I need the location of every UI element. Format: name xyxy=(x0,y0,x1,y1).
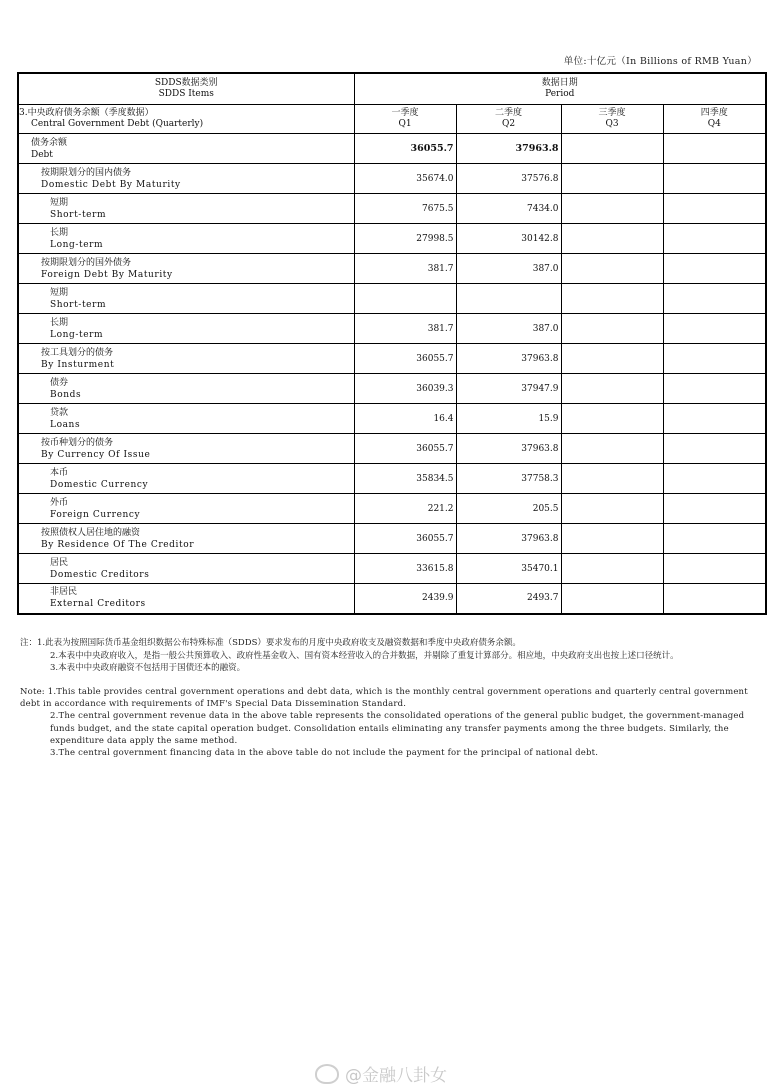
row-label-en: External Creditors xyxy=(50,599,146,610)
table-row xyxy=(18,344,766,374)
table-row xyxy=(18,254,766,284)
cell-q1 xyxy=(354,284,456,314)
row-label-cn: 按照债权人居住地的融资 xyxy=(41,527,141,538)
cell-q1: 36055.7 xyxy=(354,134,456,164)
cell-q1: 36055.7 xyxy=(354,524,456,554)
cell-q1: 7675.5 xyxy=(354,194,456,224)
cell-q1: 2439.9 xyxy=(354,584,456,614)
cell-q3 xyxy=(561,314,663,344)
row-label-en: Short-term xyxy=(50,209,107,220)
row-label-en: By Currency Of Issue xyxy=(41,449,151,460)
row-label xyxy=(18,194,354,224)
row-label-en: Domestic Debt By Maturity xyxy=(41,179,181,190)
cell-q4 xyxy=(663,254,766,284)
cell-q4 xyxy=(663,134,766,164)
row-label xyxy=(18,494,354,524)
quarter-header-q1 xyxy=(354,105,456,134)
quarter-header-q4 xyxy=(663,105,766,134)
cell-q4 xyxy=(663,434,766,464)
cell-q3 xyxy=(561,254,663,284)
cell-q2: 37963.8 xyxy=(456,134,561,164)
row-label-cn: 非居民 xyxy=(50,587,78,598)
cell-q2: 7434.0 xyxy=(456,194,561,224)
cell-q4 xyxy=(663,194,766,224)
row-label xyxy=(18,464,354,494)
debt-table xyxy=(17,72,767,615)
cell-q2: 37963.8 xyxy=(456,344,561,374)
row-label-en: By Residence Of The Creditor xyxy=(41,539,195,550)
cell-q2: 37576.8 xyxy=(456,164,561,194)
row-label xyxy=(18,284,354,314)
note-cn-3: 3.本表中中央政府融资不包括用于国债还本的融资。 xyxy=(50,663,246,673)
cell-q2: 387.0 xyxy=(456,254,561,284)
cell-q3 xyxy=(561,404,663,434)
row-label xyxy=(18,524,354,554)
header-items-en: SDDS Items xyxy=(158,89,214,99)
quarter-q2-cn: 二季度 xyxy=(494,108,522,118)
cell-q3 xyxy=(561,134,663,164)
quarter-q3-en: Q3 xyxy=(605,119,619,129)
row-label-cn: 长期 xyxy=(50,227,69,238)
cell-q1: 35674.0 xyxy=(354,164,456,194)
watermark-text: @金融八卦女 xyxy=(345,1066,447,1086)
row-label-en: Debt xyxy=(31,149,53,160)
cell-q1: 16.4 xyxy=(354,404,456,434)
cell-q2: 387.0 xyxy=(456,314,561,344)
cell-q3 xyxy=(561,374,663,404)
cell-q4 xyxy=(663,584,766,614)
cell-q4 xyxy=(663,344,766,374)
cell-q3 xyxy=(561,344,663,374)
note-cn-2: 2.本表中中央政府收入，是指一般公共预算收入、政府性基金收入、国有资本经营收入的合并数据，并剔除了重复计算部分。相应地，中央政府支出也按上述口径统计。 xyxy=(50,650,679,661)
cell-q3 xyxy=(561,224,663,254)
row-label xyxy=(18,554,354,584)
row-label-en: By Insturment xyxy=(41,359,115,370)
cell-q3 xyxy=(561,284,663,314)
cell-q4 xyxy=(663,224,766,254)
section-title-cell xyxy=(18,105,354,134)
table-row xyxy=(18,494,766,524)
row-label-cn: 短期 xyxy=(50,197,69,208)
row-label xyxy=(18,314,354,344)
cell-q3 xyxy=(561,464,663,494)
table-row xyxy=(18,284,766,314)
quarter-q2-en: Q2 xyxy=(501,119,516,129)
header-period-en: Period xyxy=(545,89,575,99)
row-label-en: Foreign Currency xyxy=(50,509,141,520)
cell-q1: 36055.7 xyxy=(354,344,456,374)
note-en-3: 3.The central government financing data in the above table do not include the payment for the principal of national debt. xyxy=(50,748,599,759)
row-label-cn: 债券 xyxy=(50,377,69,388)
note-cn-1: 注：1.此表为按照国际货币基金组织数据公布特殊标准（SDDS）要求发布的月度中央政府收支及融资数据和季度中央政府债务余额。 xyxy=(20,638,521,648)
cell-q2: 37963.8 xyxy=(456,524,561,554)
table-row xyxy=(18,464,766,494)
quarter-header-q3 xyxy=(561,105,663,134)
cell-q3 xyxy=(561,584,663,614)
cell-q4 xyxy=(663,314,766,344)
table-row xyxy=(18,404,766,434)
cell-q1: 221.2 xyxy=(354,494,456,524)
quarter-q4-en: Q4 xyxy=(707,119,721,129)
note-en-1: Note: 1.This table provides central government operations and debt data, which is the monthly central government operations and quarterly central government debt in accordance with requirements of IMF's Special Data Dissemination Standard. xyxy=(20,687,748,710)
cell-q1: 381.7 xyxy=(354,254,456,284)
quarter-q3-cn: 三季度 xyxy=(598,108,626,118)
weibo-logo-icon xyxy=(315,1064,339,1084)
row-label-cn: 长期 xyxy=(50,317,69,328)
note-en-2: 2.The central government revenue data in the above table represents the consolidated operations of the general public budget, the government-managed funds budget, and the state capital operation budget. Consolidation entails eliminating any transfer payments among the three budgets. Similarly, the expenditure data apply the same method. xyxy=(50,711,745,746)
table-row xyxy=(18,524,766,554)
cell-q4 xyxy=(663,554,766,584)
cell-q4 xyxy=(663,284,766,314)
row-label-en: Domestic Currency xyxy=(50,479,149,490)
cell-q1: 381.7 xyxy=(354,314,456,344)
table-row xyxy=(18,554,766,584)
notes-english xyxy=(20,686,765,759)
row-label-cn: 本币 xyxy=(50,467,69,478)
cell-q2: 15.9 xyxy=(456,404,561,434)
cell-q2: 30142.8 xyxy=(456,224,561,254)
quarter-q1-en: Q1 xyxy=(398,119,412,129)
cell-q4 xyxy=(663,374,766,404)
row-label-cn: 外币 xyxy=(50,497,69,508)
cell-q4 xyxy=(663,524,766,554)
table-row xyxy=(18,314,766,344)
row-label-en: Long-term xyxy=(50,329,104,340)
row-label-en: Short-term xyxy=(50,299,107,310)
cell-q2: 2493.7 xyxy=(456,584,561,614)
notes-chinese xyxy=(20,637,765,675)
cell-q1: 35834.5 xyxy=(354,464,456,494)
row-label-cn: 居民 xyxy=(50,557,69,568)
cell-q2: 37963.8 xyxy=(456,434,561,464)
row-label xyxy=(18,134,354,164)
row-label-cn: 短期 xyxy=(50,287,69,298)
row-label xyxy=(18,584,354,614)
table-row xyxy=(18,584,766,614)
quarter-q1-cn: 一季度 xyxy=(391,108,419,118)
cell-q4 xyxy=(663,494,766,524)
cell-q4 xyxy=(663,404,766,434)
row-label-cn: 按期限划分的国内债务 xyxy=(41,167,132,178)
row-label-cn: 债务余额 xyxy=(31,137,68,148)
row-label-cn: 按期限划分的国外债务 xyxy=(41,257,132,268)
cell-q2: 35470.1 xyxy=(456,554,561,584)
watermark xyxy=(315,1061,447,1086)
cell-q1: 36055.7 xyxy=(354,434,456,464)
section-title-row xyxy=(18,105,766,134)
row-label xyxy=(18,404,354,434)
row-label-en: Foreign Debt By Maturity xyxy=(41,269,173,280)
cell-q3 xyxy=(561,164,663,194)
row-label xyxy=(18,254,354,284)
header-period-cell xyxy=(354,73,766,105)
cell-q2 xyxy=(456,284,561,314)
row-label xyxy=(18,344,354,374)
header-items-cell xyxy=(18,73,354,105)
row-label-cn: 贷款 xyxy=(50,407,69,418)
cell-q4 xyxy=(663,464,766,494)
table-row xyxy=(18,194,766,224)
cell-q1: 36039.3 xyxy=(354,374,456,404)
quarter-q4-cn: 四季度 xyxy=(700,108,728,118)
unit-label: 单位:十亿元（In Billions of RMB Yuan） xyxy=(563,56,757,67)
cell-q3 xyxy=(561,554,663,584)
header-period-cn: 数据日期 xyxy=(541,78,578,88)
cell-q3 xyxy=(561,194,663,224)
row-label xyxy=(18,374,354,404)
table-header-row xyxy=(18,73,766,105)
table-row-debt xyxy=(18,134,766,164)
row-label-cn: 按币种划分的债务 xyxy=(41,437,114,448)
row-label xyxy=(18,434,354,464)
table-row xyxy=(18,374,766,404)
cell-q3 xyxy=(561,524,663,554)
header-items-cn: SDDS数据类别 xyxy=(154,78,218,88)
cell-q2: 37758.3 xyxy=(456,464,561,494)
cell-q2: 205.5 xyxy=(456,494,561,524)
row-label-en: Long-term xyxy=(50,239,104,250)
cell-q3 xyxy=(561,494,663,524)
row-label xyxy=(18,164,354,194)
cell-q1: 27998.5 xyxy=(354,224,456,254)
row-label-en: Loans xyxy=(50,419,81,430)
cell-q2: 37947.9 xyxy=(456,374,561,404)
cell-q1: 33615.8 xyxy=(354,554,456,584)
section-title-en: Central Government Debt (Quarterly) xyxy=(31,119,204,129)
table-row xyxy=(18,224,766,254)
cell-q4 xyxy=(663,164,766,194)
cell-q3 xyxy=(561,434,663,464)
row-label-en: Bonds xyxy=(50,389,82,400)
row-label xyxy=(18,224,354,254)
quarter-header-q2 xyxy=(456,105,561,134)
table-row xyxy=(18,164,766,194)
section-title-cn: 3.中央政府债务余额（季度数据） xyxy=(19,108,154,118)
row-label-cn: 按工具划分的债务 xyxy=(41,347,114,358)
row-label-en: Domestic Creditors xyxy=(50,569,150,580)
table-row xyxy=(18,434,766,464)
